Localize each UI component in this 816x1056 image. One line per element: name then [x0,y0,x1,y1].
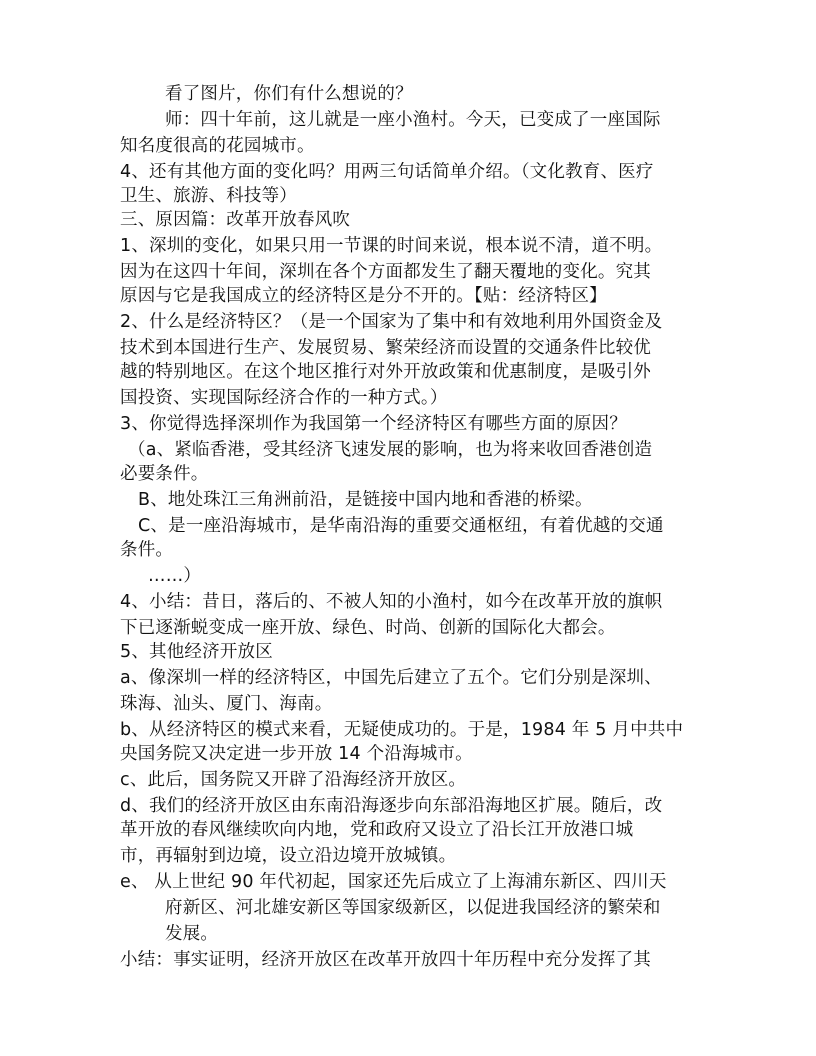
text-line: c、此后，国务院又开辟了沿海经济开放区。 [120,770,467,790]
text-line: 三、原因篇：改革开放春风吹 [120,210,351,230]
text-line: a、像深圳一样的经济特区，中国先后建立了五个。它们分别是深圳、 [120,668,662,688]
text-line: 革开放的春风继续吹向内地，党和政府又设立了沿长江开放港口城 [120,820,634,840]
text-line: 原因与它是我国成立的经济特区是分不开的。【贴：经济特区】 [120,286,607,306]
text-line: 小结：事实证明，经济开放区在改革开放四十年历程中充分发挥了其 [120,950,651,970]
text-line: d、我们的经济开放区由东南沿海逐步向东部沿海地区扩展。随后，改 [120,796,663,816]
text-line: 市，再辐射到边境，设立沿边境开放城镇。 [120,846,457,866]
text-line: 越的特别地区。在这个地区推行对外开放政策和优惠制度，是吸引外 [120,362,651,382]
text-line: 4、小结：昔日，落后的、不被人知的小渔村，如今在改革开放的旗帜 [120,592,663,612]
text-line: 2、什么是经济特区？（是一个国家为了集中和有效地利用外国资金及 [120,312,663,332]
text-line: 5、其他经济开放区 [120,642,273,662]
text-line: e、 从上世纪 90 年代初起，国家还先后成立了上海浦东新区、四川天 [120,872,667,892]
text-line: 1、深圳的变化，如果只用一节课的时间来说，根本说不清，道不明。 [120,236,663,256]
text-line: 府新区、河北雄安新区等国家级新区，以促进我国经济的繁荣和 [165,898,661,918]
text-line: 珠海、汕头、厦门、海南。 [120,694,333,714]
text-line: 因为在这四十年间，深圳在各个方面都发生了翻天覆地的变化。究其 [120,262,651,282]
text-line: B、地处珠江三角洲前沿，是链接中国内地和香港的桥梁。 [138,490,593,510]
text-line: 师：四十年前，这儿就是一座小渔村。今天，已变成了一座国际 [165,110,661,130]
text-line: 看了图片，你们有什么想说的？ [165,84,413,104]
text-line: 发展。 [165,924,219,944]
text-line: 卫生、旅游、科技等） [120,186,297,206]
text-line: 下已逐渐蜕变成一座开放、绿色、时尚、创新的国际化大都会。 [120,618,616,638]
text-line: 必要条件。 [120,464,209,484]
text-line: 央国务院又决定进一步开放 14 个沿海城市。 [120,744,473,764]
text-line: 技术到本国进行生产、发展贸易、繁荣经济而设置的交通条件比较优 [120,338,651,358]
text-line: （a、紧临香港，受其经济飞速发展的影响，也为将来收回香港创造 [128,440,653,460]
text-line: 知名度很高的花园城市。 [120,136,315,156]
text-line: b、从经济特区的模式来看，无疑使成功的。于是，1984 年 5 月中共中 [120,720,684,740]
text-line: 4、还有其他方面的变化吗？用两三句话简单介绍。（文化教育、医疗 [120,162,654,182]
text-line: C、是一座沿海城市，是华南沿海的重要交通枢纽，有着优越的交通 [138,516,664,536]
text-line: ……） [148,566,202,586]
text-line: 国投资、实现国际经济合作的一种方式。） [120,388,448,408]
text-line: 条件。 [120,540,174,560]
text-line: 3、你觉得选择深圳作为我国第一个经济特区有哪些方面的原因？ [120,414,627,434]
